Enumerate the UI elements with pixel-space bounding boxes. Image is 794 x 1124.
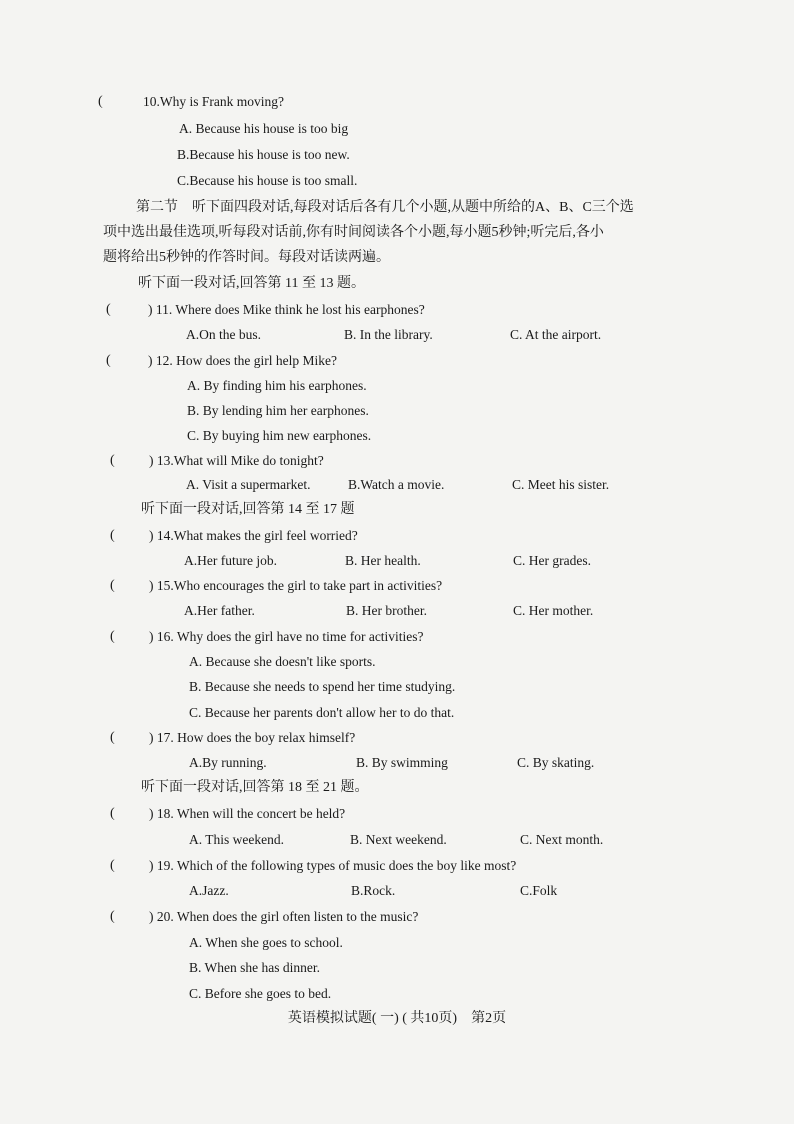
q12-option-a[interactable]: A. By finding him his earphones. bbox=[187, 378, 367, 393]
dialogue1-intro: 听下面一段对话,回答第 11 至 13 题。 bbox=[138, 276, 365, 291]
q10-option-c[interactable]: C.Because his house is too small. bbox=[177, 173, 358, 188]
section2-line1: 第二节 听下面四段对话,每段对话后各有几个小题,从题中所给的A、B、C三个选 bbox=[136, 200, 634, 215]
answer-paren[interactable]: ( bbox=[110, 629, 115, 644]
q16-option-a[interactable]: A. Because she doesn't like sports. bbox=[189, 654, 376, 669]
q14-option-a[interactable]: A.Her future job. bbox=[184, 553, 277, 568]
q13-option-b[interactable]: B.Watch a movie. bbox=[348, 477, 445, 492]
q20-option-c[interactable]: C. Before she goes to bed. bbox=[189, 986, 332, 1001]
q17-option-c[interactable]: C. By skating. bbox=[517, 755, 595, 770]
q20-option-b[interactable]: B. When she has dinner. bbox=[189, 960, 320, 975]
q15-stem: ) 15.Who encourages the girl to take part in activities? bbox=[149, 578, 443, 593]
dialogue3-intro: 听下面一段对话,回答第 18 至 21 题。 bbox=[141, 780, 369, 795]
page-footer: 英语模拟试题( 一) ( 共10页) 第2页 bbox=[287, 1011, 507, 1026]
q15-option-a[interactable]: A.Her father. bbox=[184, 603, 255, 618]
q17-stem: ) 17. How does the boy relax himself? bbox=[149, 730, 356, 745]
q13-stem: ) 13.What will Mike do tonight? bbox=[149, 453, 324, 468]
q12-option-c[interactable]: C. By buying him new earphones. bbox=[187, 428, 372, 443]
q14-option-c[interactable]: C. Her grades. bbox=[513, 553, 591, 568]
answer-paren[interactable]: ( bbox=[98, 94, 103, 109]
q20-stem: ) 20. When does the girl often listen to the music? bbox=[149, 909, 419, 924]
q12-stem: ) 12. How does the girl help Mike? bbox=[148, 353, 337, 368]
answer-paren[interactable]: ( bbox=[110, 453, 115, 468]
q14-option-b[interactable]: B. Her health. bbox=[345, 553, 421, 568]
answer-paren[interactable]: ( bbox=[110, 806, 115, 821]
q10-stem: 10.Why is Frank moving? bbox=[143, 94, 284, 109]
answer-paren[interactable]: ( bbox=[110, 909, 115, 924]
q11-option-b[interactable]: B. In the library. bbox=[344, 327, 433, 342]
q20-option-a[interactable]: A. When she goes to school. bbox=[189, 935, 343, 950]
answer-paren[interactable]: ( bbox=[106, 353, 111, 368]
q14-stem: ) 14.What makes the girl feel worried? bbox=[149, 528, 358, 543]
section2-line2: 项中选出最佳选项,听每段对话前,你有时间阅读各个小题,每小题5秒钟;听完后,各小 bbox=[103, 225, 604, 240]
q19-option-a[interactable]: A.Jazz. bbox=[189, 883, 229, 898]
q15-option-c[interactable]: C. Her mother. bbox=[513, 603, 594, 618]
q18-option-c[interactable]: C. Next month. bbox=[520, 832, 604, 847]
answer-paren[interactable]: ( bbox=[106, 302, 111, 317]
q12-option-b[interactable]: B. By lending him her earphones. bbox=[187, 403, 369, 418]
q15-option-b[interactable]: B. Her brother. bbox=[346, 603, 427, 618]
q18-option-a[interactable]: A. This weekend. bbox=[189, 832, 284, 847]
section2-line3: 题将给出5秒钟的作答时间。每段对话读两遍。 bbox=[103, 250, 390, 265]
q16-option-b[interactable]: B. Because she needs to spend her time studying. bbox=[189, 679, 456, 694]
answer-paren[interactable]: ( bbox=[110, 858, 115, 873]
q10-option-b[interactable]: B.Because his house is too new. bbox=[177, 147, 350, 162]
q16-option-c[interactable]: C. Because her parents don't allow her to do that. bbox=[189, 705, 455, 720]
q19-option-c[interactable]: C.Folk bbox=[520, 883, 558, 898]
q13-option-c[interactable]: C. Meet his sister. bbox=[512, 477, 610, 492]
q13-option-a[interactable]: A. Visit a supermarket. bbox=[186, 477, 311, 492]
q11-option-c[interactable]: C. At the airport. bbox=[510, 327, 602, 342]
q17-option-a[interactable]: A.By running. bbox=[189, 755, 267, 770]
q10-option-a[interactable]: A. Because his house is too big bbox=[179, 121, 349, 136]
q18-stem: ) 18. When will the concert be held? bbox=[149, 806, 346, 821]
q16-stem: ) 16. Why does the girl have no time for activities? bbox=[149, 629, 424, 644]
q11-option-a[interactable]: A.On the bus. bbox=[186, 327, 261, 342]
q19-option-b[interactable]: B.Rock. bbox=[351, 883, 396, 898]
q11-stem: ) 11. Where does Mike think he lost his earphones? bbox=[148, 302, 425, 317]
dialogue2-intro: 听下面一段对话,回答第 14 至 17 题 bbox=[141, 502, 355, 517]
answer-paren[interactable]: ( bbox=[110, 730, 115, 745]
q17-option-b[interactable]: B. By swimming bbox=[356, 755, 448, 770]
q18-option-b[interactable]: B. Next weekend. bbox=[350, 832, 447, 847]
answer-paren[interactable]: ( bbox=[110, 578, 115, 593]
answer-paren[interactable]: ( bbox=[110, 528, 115, 543]
q19-stem: ) 19. Which of the following types of music does the boy like most? bbox=[149, 858, 517, 873]
